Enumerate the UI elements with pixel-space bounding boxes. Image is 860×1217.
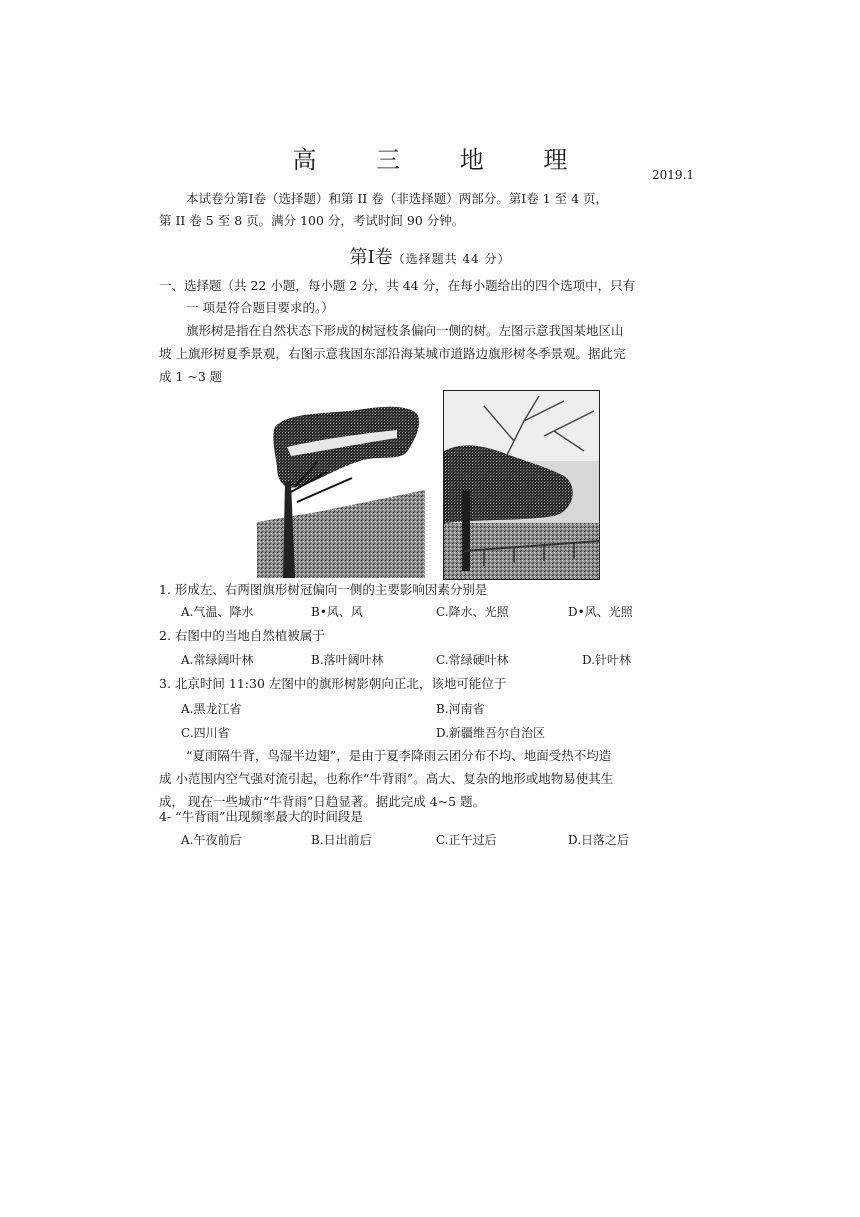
q1-option-b[interactable]: B•风、风 (311, 605, 363, 619)
left-tree-photo (257, 392, 425, 578)
q3-option-a[interactable]: A.黑龙江省 (181, 702, 242, 716)
q3-option-d[interactable]: D.新疆维吾尔自治区 (436, 726, 546, 740)
q2-option-c[interactable]: C.常绿硬叶林 (436, 653, 509, 667)
intro-line-2: 第 II 卷 5 至 8 页。满分 100 分，考试时间 90 分钟。 (159, 213, 465, 228)
question-3-stem: 3. 北京时间 11:30 左图中的旗形树影朝向正北，该地可能位于 (159, 676, 507, 691)
question-1-stem: 1. 形成左、右两图旗形树冠偏向一侧的主要影响因素分别是 (159, 582, 488, 597)
volume-heading (0, 243, 860, 269)
section-line-1: 一、选择题（共 22 小题，每小题 2 分，共 44 分，在每小题给出的四个选项中，只有 (159, 278, 636, 293)
q2-option-d[interactable]: D.针叶林 (582, 653, 632, 667)
q1-option-d[interactable]: D•风、光照 (568, 605, 633, 619)
passage1-line-1: 旗形树是指在自然状态下形成的树冠枝条偏向一侧的树。左图示意我国某地区山 (186, 323, 624, 338)
intro-line-1: 本试卷分第Ⅰ卷（选择题）和第 II 卷（非选择题）两部分。第Ⅰ卷 1 至 4 页， (186, 191, 608, 206)
q4-option-c[interactable]: C.正午过后 (436, 833, 497, 847)
passage2-line-3: 成， 现在一些城市“牛背雨”日趋显著。据此完成 4~5 题。 (159, 794, 486, 809)
q2-option-b[interactable]: B.落叶阔叶林 (311, 653, 384, 667)
passage2-line-2: 成 小范围内空气强对流引起，也称作“牛背雨”。高大、复杂的地形或地物易使其生 (159, 771, 614, 786)
volume-note: （选择题共 44 分） (392, 252, 511, 266)
q1-option-c[interactable]: C.降水、光照 (436, 605, 509, 619)
passage1-line-2: 坡 上旗形树夏季景观，右图示意我国东部沿海某城市道路边旗形树冬季景观。据此完 (159, 346, 626, 361)
exam-date: 2019.1 (652, 168, 694, 182)
q4-option-a[interactable]: A.午夜前后 (181, 833, 242, 847)
section-line-2: 一 项是符合题目要求的。） (186, 300, 334, 315)
q3-option-b[interactable]: B.河南省 (436, 702, 485, 716)
passage1-line-3: 成 1 ~3 题 (159, 369, 223, 384)
right-tree-photo (443, 390, 600, 580)
q1-option-a[interactable]: A.气温、降水 (181, 605, 254, 619)
question-4-stem: 4- “牛背雨”出现频率最大的时间段是 (159, 809, 363, 824)
q4-option-b[interactable]: B.日出前后 (311, 833, 372, 847)
volume-name: 第Ⅰ卷 (349, 247, 393, 268)
question-2-stem: 2. 右图中的当地自然植被属于 (159, 628, 325, 643)
q4-option-d[interactable]: D.日落之后 (568, 833, 630, 847)
passage2-line-1: “夏雨隔牛背，鸟湿半边翅”，是由于夏李降雨云团分布不均、地面受热不均造 (186, 748, 612, 763)
q3-option-c[interactable]: C.四川省 (181, 726, 230, 740)
q2-option-a[interactable]: A.常绿阔叶林 (181, 653, 254, 667)
page-title: 高 三 地 理 (292, 146, 594, 174)
